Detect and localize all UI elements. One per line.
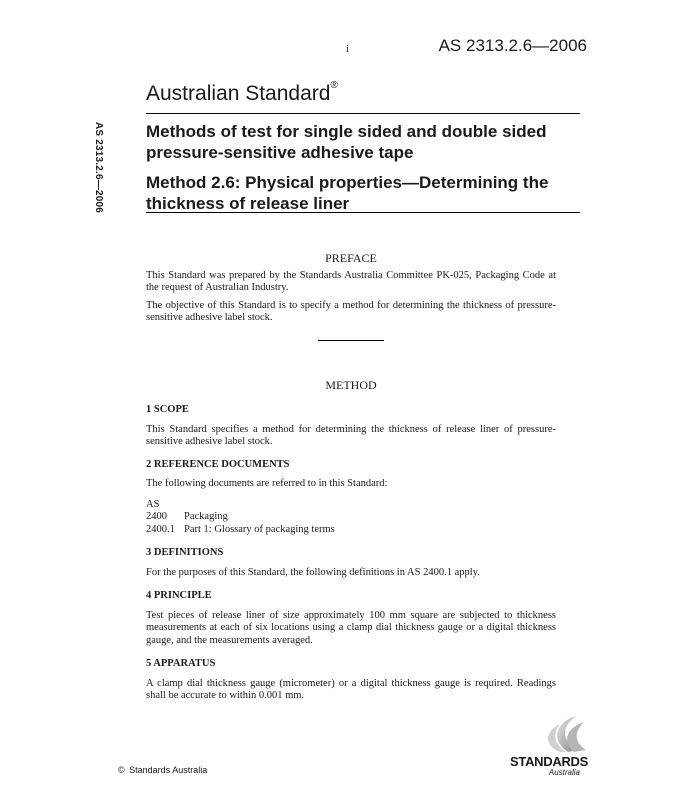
registered-mark: ® — [330, 80, 338, 91]
scope-heading: 1 SCOPE — [146, 404, 189, 415]
preface-heading: PREFACE — [325, 251, 377, 265]
copyright-notice — [118, 765, 207, 775]
brand-text: Australian Standard — [146, 82, 331, 105]
principle-heading: 4 PRINCIPLE — [146, 590, 212, 601]
logo-subtext: Australia — [548, 768, 580, 777]
title-rule-top — [146, 113, 580, 114]
logo-swoosh-icon — [470, 712, 590, 758]
preface-paragraph-2: The objective of this Standard is to specify a method for determining the thickness of pressure-sensitive adhesive label stock. — [146, 299, 556, 323]
preface-paragraph-1: This Standard was prepared by the Standards Australia Committee PK-025, Packaging Code at the request of Australian Industry. — [146, 269, 556, 293]
references-heading: 2 REFERENCE DOCUMENTS — [146, 458, 290, 470]
reference-title: Packaging — [184, 511, 228, 522]
title-rule-bottom — [146, 212, 580, 213]
brand-title — [146, 82, 338, 106]
standards-australia-logo — [470, 712, 590, 777]
apparatus-heading: 5 APPARATUS — [146, 658, 216, 669]
reference-number: 2400.1 — [146, 523, 175, 535]
references-intro: The following documents are referred to in this Standard: — [146, 478, 388, 489]
definitions-heading: 3 DEFINITIONS — [146, 547, 224, 558]
standard-id: AS 2313.2.6—2006 — [438, 36, 587, 55]
scope-text: This Standard specifies a method for determining the thickness of release liner of pressure-sensitive adhesive label stock. — [146, 423, 556, 447]
document-body — [146, 252, 556, 703]
apparatus-text: A clamp dial thickness gauge (micrometer) or a digital thickness gauge is required. Readings shall be accurate to within 0.001 mm. — [146, 677, 556, 701]
references-series: AS — [146, 498, 160, 510]
side-standard-id: AS 2313.2.6—2006 — [93, 122, 104, 214]
page-number: i — [346, 44, 349, 55]
reference-item — [146, 511, 556, 524]
logo-wordmark: STANDARDS — [510, 754, 588, 769]
definitions-text: For the purposes of this Standard, the following definitions in AS 2400.1 apply. — [146, 566, 480, 578]
copyright-symbol: © — [118, 765, 125, 775]
document-title: Methods of test for single sided and double sided pressure-sensitive adhesive tape — [146, 122, 547, 162]
method-heading: METHOD — [325, 377, 377, 392]
copyright-text: Standards Australia — [129, 765, 208, 775]
reference-item — [146, 524, 556, 537]
reference-number: 2400 — [146, 511, 167, 522]
reference-title: Part 1: Glossary of packaging terms — [184, 523, 335, 535]
principle-text: Test pieces of release liner of size approximately 100 mm square are subjected to thickness measurements at each of six locations using a clamp dial thickness gauge or a digital thickness gauge, and the measurements averaged. — [146, 609, 556, 646]
method-title: Method 2.6: Physical properties—Determining the thickness of release liner — [146, 173, 549, 213]
